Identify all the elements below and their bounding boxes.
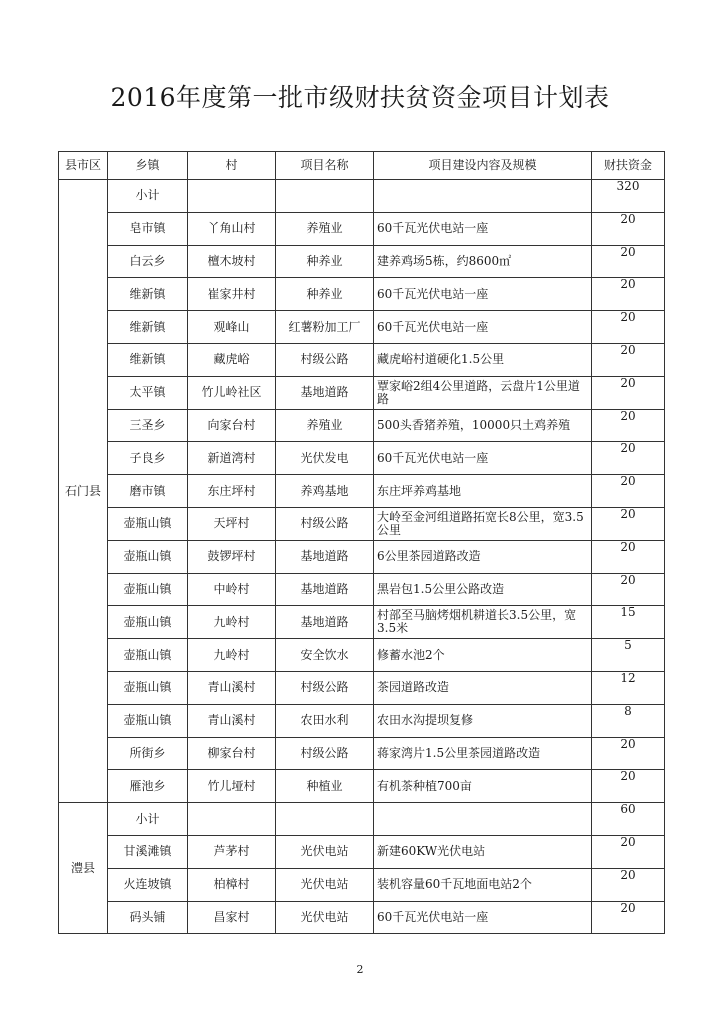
town-cell: 壶瓶山镇 xyxy=(108,639,188,672)
amount-cell: 15 xyxy=(592,606,665,639)
amount-cell: 12 xyxy=(592,671,665,704)
table-row xyxy=(59,376,665,409)
content-cell: 60千瓦光伏电站一座 xyxy=(374,278,592,311)
village-cell: 向家台村 xyxy=(188,409,276,442)
amount-cell: 20 xyxy=(592,376,665,409)
amount-cell: 20 xyxy=(592,212,665,245)
content-cell: 装机容量60千瓦地面电站2个 xyxy=(374,868,592,901)
table-row xyxy=(59,639,665,672)
table-row xyxy=(59,343,665,376)
village-cell: 藏虎峪 xyxy=(188,343,276,376)
village-cell: 东庄坪村 xyxy=(188,475,276,508)
amount-cell: 8 xyxy=(592,704,665,737)
project-name-cell: 红薯粉加工厂 xyxy=(276,311,374,344)
village-cell: 柏樟村 xyxy=(188,868,276,901)
village-cell: 青山溪村 xyxy=(188,704,276,737)
village-cell: 九岭村 xyxy=(188,639,276,672)
content-cell: 有机茶种植700亩 xyxy=(374,770,592,803)
table-row xyxy=(59,442,665,475)
town-cell: 壶瓶山镇 xyxy=(108,573,188,606)
town-cell: 三圣乡 xyxy=(108,409,188,442)
content-cell: 60千瓦光伏电站一座 xyxy=(374,212,592,245)
project-name-cell: 光伏电站 xyxy=(276,901,374,934)
project-name-cell: 光伏电站 xyxy=(276,835,374,868)
table-body xyxy=(59,180,665,934)
subtotal-amount: 320 xyxy=(592,180,665,213)
amount-cell: 20 xyxy=(592,868,665,901)
project-plan-table xyxy=(58,151,665,934)
town-cell: 白云乡 xyxy=(108,245,188,278)
project-name-cell: 基地道路 xyxy=(276,606,374,639)
table-row xyxy=(59,770,665,803)
town-cell: 所街乡 xyxy=(108,737,188,770)
town-cell: 码头铺 xyxy=(108,901,188,934)
content-cell: 蒋家湾片1.5公里茶园道路改造 xyxy=(374,737,592,770)
header-project-name: 项目名称 xyxy=(276,152,374,180)
amount-cell: 20 xyxy=(592,442,665,475)
content-cell: 建养鸡场5栋，约8600㎡ xyxy=(374,245,592,278)
table-row xyxy=(59,606,665,639)
town-cell: 子良乡 xyxy=(108,442,188,475)
subtotal-label: 小计 xyxy=(108,180,188,213)
amount-cell: 20 xyxy=(592,409,665,442)
village-cell: 丫角山村 xyxy=(188,212,276,245)
subtotal-row xyxy=(59,803,665,836)
table-row xyxy=(59,868,665,901)
village-cell: 青山溪村 xyxy=(188,671,276,704)
empty-cell xyxy=(276,180,374,213)
village-cell: 天坪村 xyxy=(188,507,276,540)
village-cell: 昌家村 xyxy=(188,901,276,934)
town-cell: 维新镇 xyxy=(108,311,188,344)
content-cell: 大岭至金河组道路拓宽长8公里，宽3.5公里 xyxy=(374,507,592,540)
table-row xyxy=(59,311,665,344)
town-cell: 维新镇 xyxy=(108,278,188,311)
project-name-cell: 种植业 xyxy=(276,770,374,803)
amount-cell: 20 xyxy=(592,737,665,770)
empty-cell xyxy=(188,180,276,213)
amount-cell: 20 xyxy=(592,770,665,803)
table-row xyxy=(59,245,665,278)
amount-cell: 20 xyxy=(592,540,665,573)
table-row xyxy=(59,507,665,540)
village-cell: 九岭村 xyxy=(188,606,276,639)
header-village: 村 xyxy=(188,152,276,180)
village-cell: 中岭村 xyxy=(188,573,276,606)
project-name-cell: 村级公路 xyxy=(276,343,374,376)
project-name-cell: 基地道路 xyxy=(276,573,374,606)
town-cell: 太平镇 xyxy=(108,376,188,409)
village-cell: 竹儿垭村 xyxy=(188,770,276,803)
project-name-cell: 安全饮水 xyxy=(276,639,374,672)
amount-cell: 20 xyxy=(592,311,665,344)
project-name-cell: 光伏发电 xyxy=(276,442,374,475)
empty-cell xyxy=(188,803,276,836)
project-name-cell: 农田水利 xyxy=(276,704,374,737)
town-cell: 雁池乡 xyxy=(108,770,188,803)
header-town: 乡镇 xyxy=(108,152,188,180)
subtotal-row xyxy=(59,180,665,213)
project-name-cell: 村级公路 xyxy=(276,737,374,770)
amount-cell: 20 xyxy=(592,507,665,540)
table-row xyxy=(59,475,665,508)
village-cell: 鼓锣坪村 xyxy=(188,540,276,573)
page-title: 2016年度第一批市级财扶贫资金项目计划表 xyxy=(110,83,610,112)
village-cell: 观峰山 xyxy=(188,311,276,344)
town-cell: 维新镇 xyxy=(108,343,188,376)
content-cell: 60千瓦光伏电站一座 xyxy=(374,901,592,934)
content-cell: 新建60KW光伏电站 xyxy=(374,835,592,868)
empty-cell xyxy=(374,803,592,836)
content-cell: 60千瓦光伏电站一座 xyxy=(374,442,592,475)
content-cell: 覃家峪2组4公里道路，云盘片1公里道路 xyxy=(374,376,592,409)
content-cell: 村部至马脑烤烟机耕道长3.5公里，宽3.5米 xyxy=(374,606,592,639)
village-cell: 檀木坡村 xyxy=(188,245,276,278)
content-cell: 藏虎峪村道硬化1.5公里 xyxy=(374,343,592,376)
town-cell: 壶瓶山镇 xyxy=(108,671,188,704)
village-cell: 柳家台村 xyxy=(188,737,276,770)
table-row xyxy=(59,212,665,245)
project-name-cell: 基地道路 xyxy=(276,540,374,573)
town-cell: 磨市镇 xyxy=(108,475,188,508)
table-row xyxy=(59,737,665,770)
town-cell: 壶瓶山镇 xyxy=(108,704,188,737)
amount-cell: 20 xyxy=(592,573,665,606)
village-cell: 新道湾村 xyxy=(188,442,276,475)
town-cell: 壶瓶山镇 xyxy=(108,507,188,540)
town-cell: 壶瓶山镇 xyxy=(108,540,188,573)
amount-cell: 20 xyxy=(592,475,665,508)
header-content: 项目建设内容及规模 xyxy=(374,152,592,180)
town-cell: 壶瓶山镇 xyxy=(108,606,188,639)
content-cell: 东庄坪养鸡基地 xyxy=(374,475,592,508)
table-row xyxy=(59,409,665,442)
town-cell: 甘溪滩镇 xyxy=(108,835,188,868)
project-name-cell: 基地道路 xyxy=(276,376,374,409)
project-name-cell: 村级公路 xyxy=(276,507,374,540)
content-cell: 农田水沟提坝复修 xyxy=(374,704,592,737)
table-row xyxy=(59,704,665,737)
empty-cell xyxy=(276,803,374,836)
empty-cell xyxy=(374,180,592,213)
table-row xyxy=(59,278,665,311)
content-cell: 60千瓦光伏电站一座 xyxy=(374,311,592,344)
project-name-cell: 种养业 xyxy=(276,278,374,311)
project-name-cell: 养殖业 xyxy=(276,212,374,245)
table-header-row xyxy=(59,152,665,180)
project-name-cell: 养殖业 xyxy=(276,409,374,442)
table-row xyxy=(59,540,665,573)
table-row xyxy=(59,671,665,704)
header-county: 县市区 xyxy=(59,152,108,180)
content-cell: 6公里茶园道路改造 xyxy=(374,540,592,573)
table-row xyxy=(59,835,665,868)
village-cell: 芦茅村 xyxy=(188,835,276,868)
amount-cell: 20 xyxy=(592,343,665,376)
page-number: 2 xyxy=(356,963,364,976)
town-cell: 火连坡镇 xyxy=(108,868,188,901)
project-name-cell: 光伏电站 xyxy=(276,868,374,901)
subtotal-label: 小计 xyxy=(108,803,188,836)
county-cell: 澧县 xyxy=(59,803,108,934)
content-cell: 修蓄水池2个 xyxy=(374,639,592,672)
project-name-cell: 村级公路 xyxy=(276,671,374,704)
village-cell: 竹儿岭社区 xyxy=(188,376,276,409)
amount-cell: 5 xyxy=(592,639,665,672)
village-cell: 崔家井村 xyxy=(188,278,276,311)
project-name-cell: 养鸡基地 xyxy=(276,475,374,508)
project-name-cell: 种养业 xyxy=(276,245,374,278)
subtotal-amount: 60 xyxy=(592,803,665,836)
amount-cell: 20 xyxy=(592,278,665,311)
amount-cell: 20 xyxy=(592,901,665,934)
content-cell: 茶园道路改造 xyxy=(374,671,592,704)
table-row xyxy=(59,901,665,934)
amount-cell: 20 xyxy=(592,835,665,868)
table-row xyxy=(59,573,665,606)
content-cell: 黑岩包1.5公里公路改造 xyxy=(374,573,592,606)
county-cell: 石门县 xyxy=(59,180,108,803)
amount-cell: 20 xyxy=(592,245,665,278)
header-amount: 财扶资金 xyxy=(592,152,665,180)
town-cell: 皂市镇 xyxy=(108,212,188,245)
content-cell: 500头香猪养殖，10000只土鸡养殖 xyxy=(374,409,592,442)
